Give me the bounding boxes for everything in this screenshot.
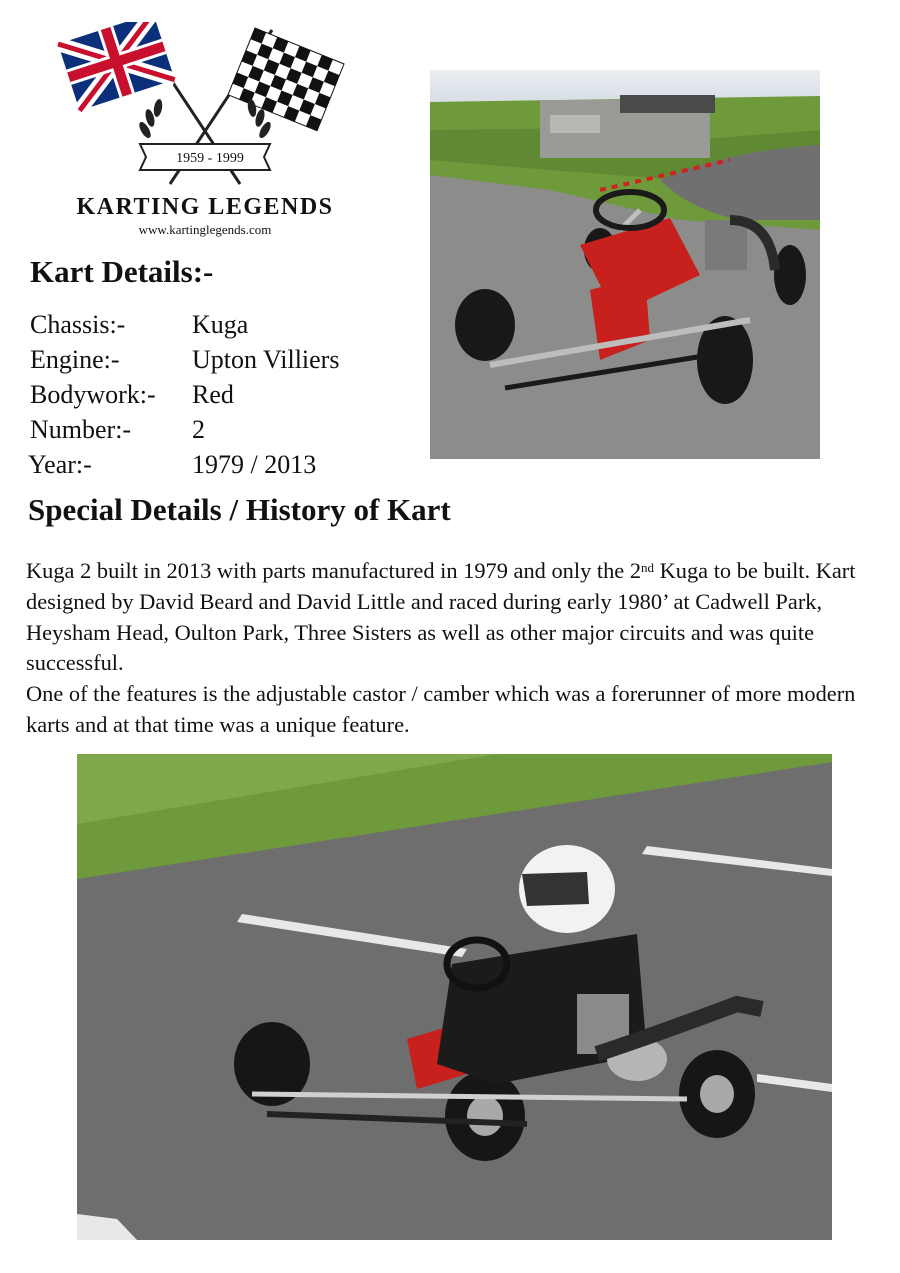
detail-label: Chassis:-: [30, 310, 126, 339]
kart-details-title: Kart Details:-: [30, 254, 214, 289]
history-paragraph: One of the features is the adjustable castor / camber which was a forerunner of more modern karts and at that time was a unique feature.: [26, 681, 856, 737]
detail-label: Bodywork:-: [30, 380, 156, 409]
kart-photo-static: [430, 70, 820, 459]
logo-years: 1959 - 1999: [176, 151, 244, 166]
history-paragraph: [26, 556, 876, 679]
detail-label: Year:-: [28, 450, 92, 479]
brand-name: KARTING LEGENDS: [76, 194, 334, 220]
history-text-part: Kuga 2 built in 2013 with parts manufactured in 1979 and only the 2: [26, 558, 642, 583]
checkered-flag-icon: [228, 28, 344, 131]
detail-value: Kuga: [192, 310, 249, 339]
kart-photo-action: [77, 754, 832, 1240]
ordinal-suffix: nd: [641, 560, 655, 575]
union-jack-flag-icon: [58, 22, 175, 111]
detail-value: Upton Villiers: [192, 345, 340, 374]
detail-label: Number:-: [30, 415, 132, 444]
detail-value: 1979 / 2013: [192, 450, 317, 479]
karting-legends-logo: [50, 22, 360, 242]
detail-label: Engine:-: [30, 345, 120, 374]
brand-url: www.kartinglegends.com: [138, 222, 272, 237]
history-text-part: Kuga to be built. Kart designed by David Beard and David Little and raced during early 1980’ at Cadwell Park, Heysham Head, Oulton Park, Three Sisters as well as other major circuits and was quite successful.: [26, 558, 856, 676]
detail-value: Red: [192, 380, 234, 409]
history-title: Special Details / History of Kart: [28, 492, 451, 527]
history-text: [26, 556, 876, 741]
detail-value: 2: [192, 415, 205, 444]
